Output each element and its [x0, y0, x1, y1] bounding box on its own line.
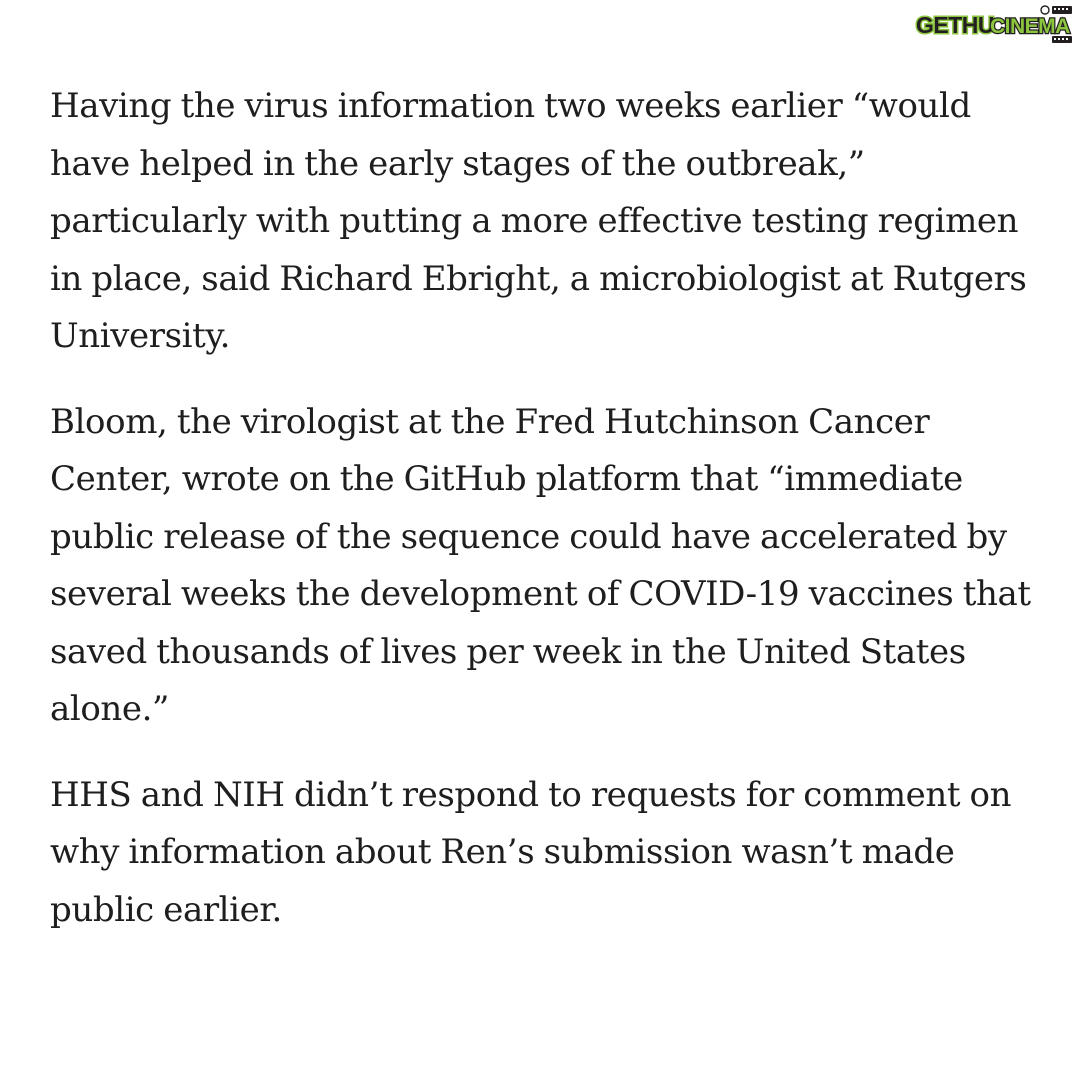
- logo-text-gethu: GETHU: [916, 12, 994, 38]
- logo-text-cinema: CINEMA: [990, 15, 1070, 38]
- paragraph-bloom-quote: Bloom, the virologist at the Fred Hutchinson Cancer Center, wrote on the GitHub platform that “immediate public release of the sequence could have accelerated by several weeks the development of COVID-19 vaccines that saved thousands of lives per week in the United States alone.”: [50, 401, 1031, 729]
- gethu-cinema-logo: [914, 4, 1074, 44]
- article-body: [50, 78, 1040, 967]
- paragraph-ebright-quote: Having the virus information two weeks earlier “would have helped in the early stages of the outbreak,” particularly with putting a more effective testing regimen in place, said Richard Ebright, a microbiologist at Rutgers University.: [50, 86, 1027, 356]
- paragraph-hhs-nih: HHS and NIH didn’t respond to requests for comment on why information about Ren’s submission wasn’t made public earlier.: [50, 774, 1012, 930]
